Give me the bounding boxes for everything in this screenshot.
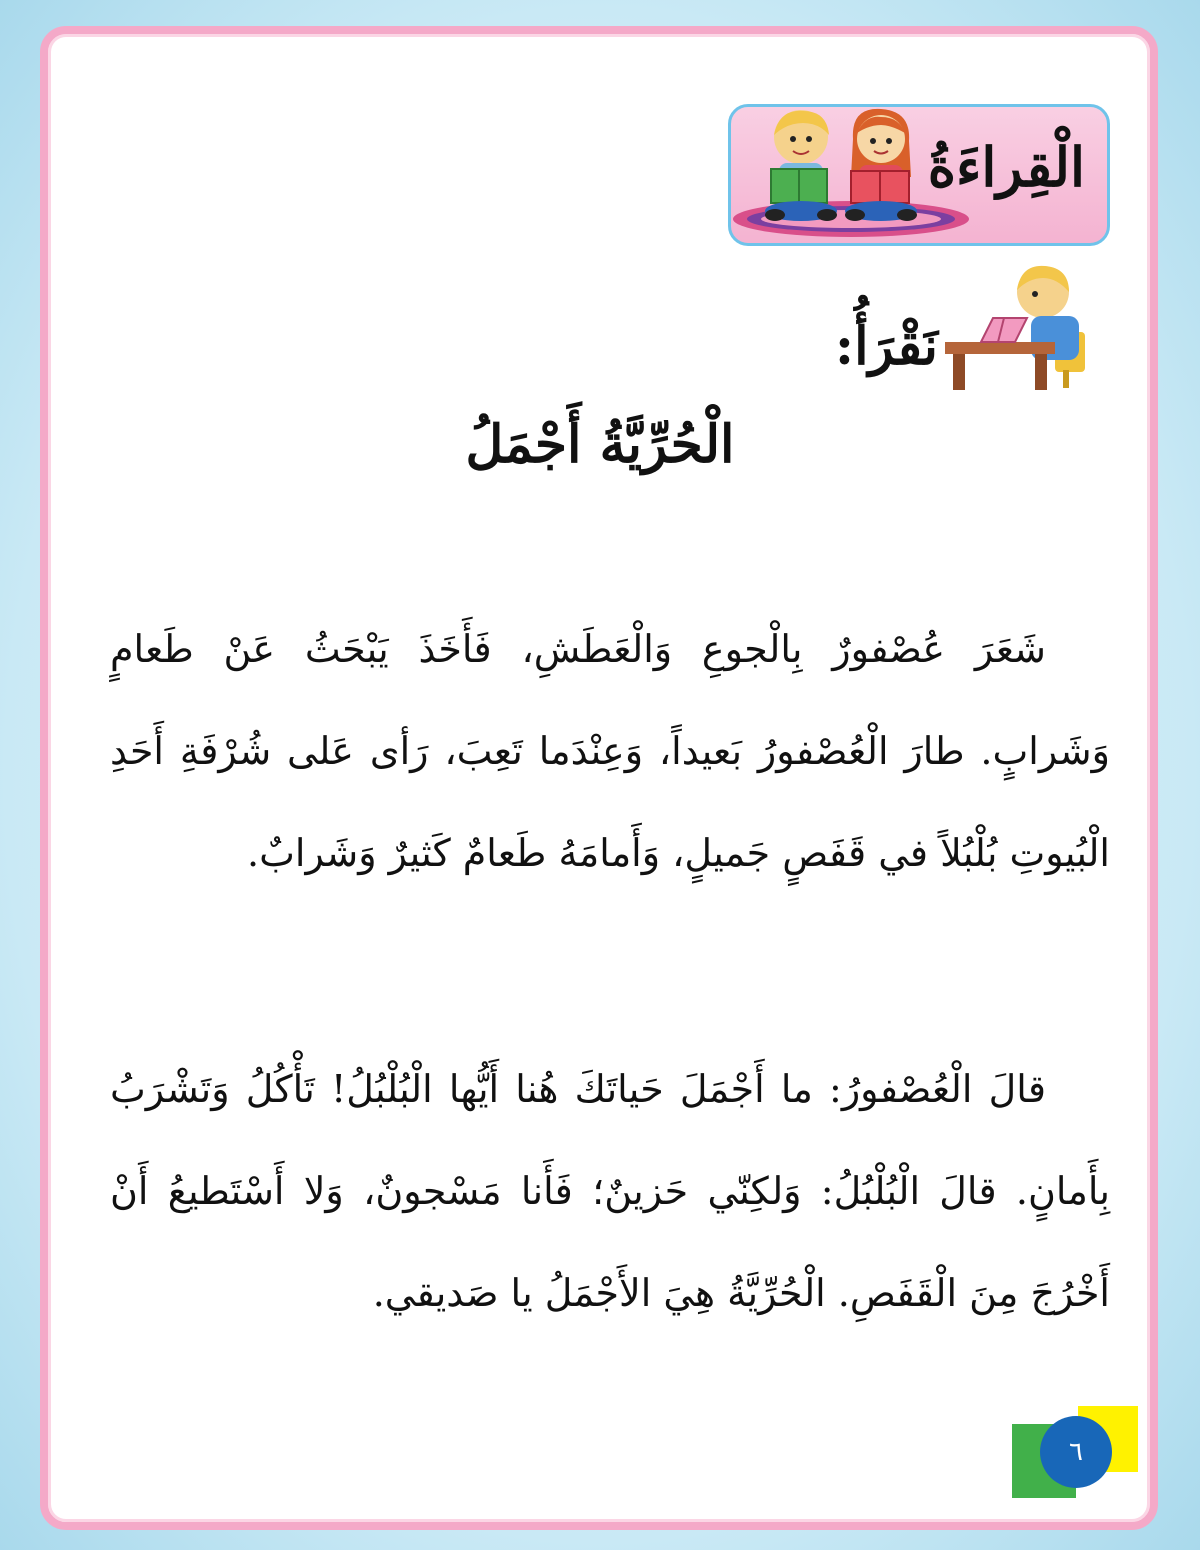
lesson-banner — [728, 104, 1110, 246]
section-label: نَقْرَأُ: — [834, 316, 938, 377]
page-number: ٦ — [1040, 1416, 1112, 1488]
story-paragraph-2: قالَ الْعُصْفورُ: ما أَجْمَلَ حَياتَكَ هُنا أَيُّها الْبُلْبُلُ! تَأْكُلُ وَتَشْرَبُ بِأَمانٍ. قالَ الْبُلْبُلُ: وَلكِنّي حَزينٌ؛ فَأَنا مَسْجونٌ، وَلا أَسْتَطيعُ أَنْ أَخْرُجَ مِنَ الْقَفَصِ. الْحُرِّيَّةُ هِيَ الأَجْمَلُ يا صَديقي. — [110, 1067, 1110, 1315]
story-title: الْحُرِّيَّةُ أَجْمَلُ — [465, 414, 735, 475]
lesson-title: الْقِراءَةُ — [927, 135, 1085, 199]
story-paragraph-1: شَعَرَ عُصْفورٌ بِالْجوعِ وَالْعَطَشِ، فَأَخَذَ يَبْحَثُ عَنْ طَعامٍ وَشَرابٍ. طارَ الْعُصْفورُ بَعيداً، وَعِنْدَما تَعِبَ، رَأى عَلى شُرْفَةِ أَحَدِ الْبُيوتِ بُلْبُلاً في قَفَصٍ جَميلٍ، وَأَمامَهُ طَعامٌ كَثيرٌ وَشَرابٌ. — [110, 627, 1110, 875]
page-number-badge — [1012, 1406, 1140, 1516]
child-reading-at-desk-icon — [945, 262, 1095, 392]
